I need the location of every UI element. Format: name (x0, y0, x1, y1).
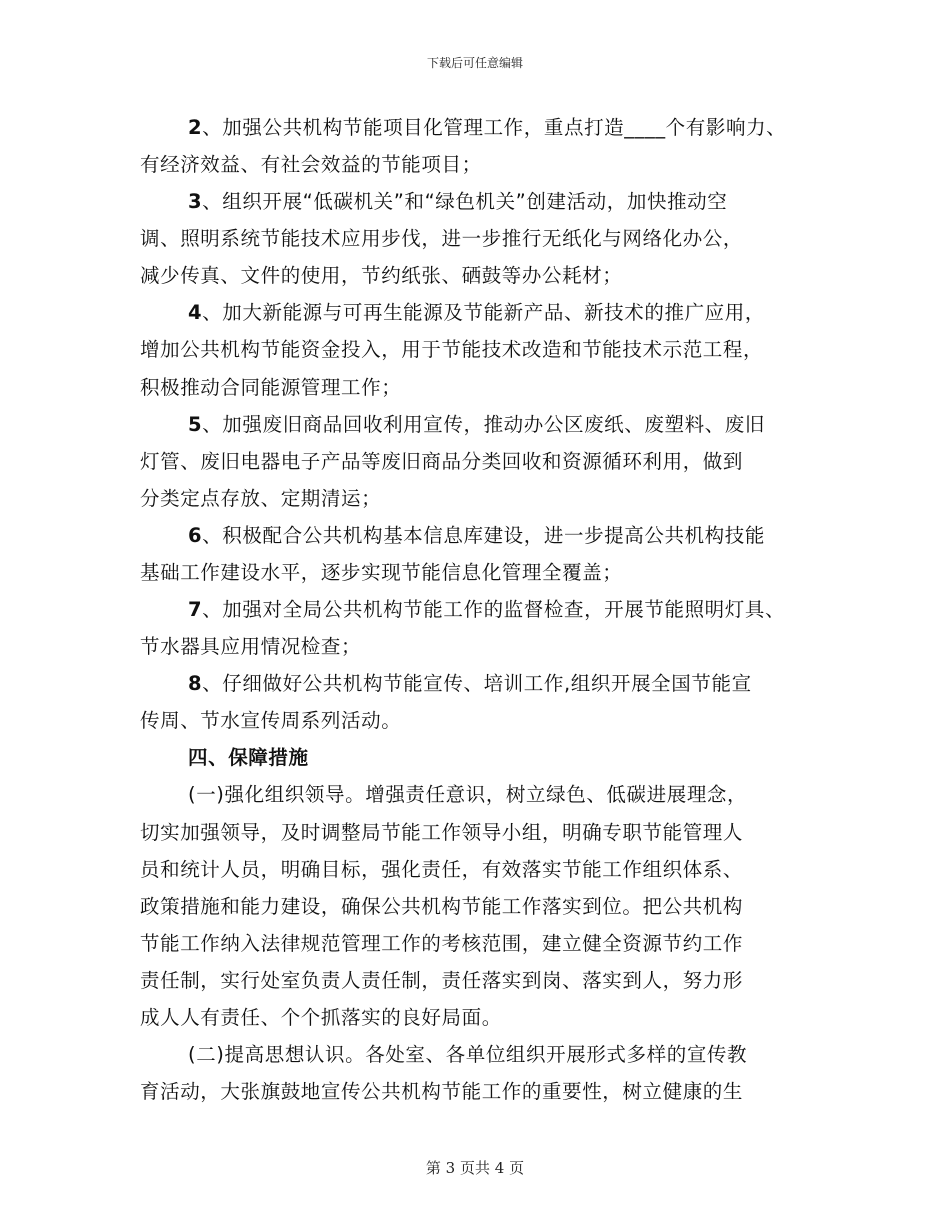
line-text: 政策措施和能力建设，确保公共机构节能工作落实到位。把公共机构 (140, 895, 744, 918)
text-line (140, 485, 840, 513)
line-text: 、加强对全局公共机构节能工作的监督检查，开展节能照明灯具、 (202, 598, 786, 621)
page-footer: 第 3 页共 4 页 (425, 1159, 525, 1177)
text-line (188, 670, 848, 698)
text-line (188, 411, 848, 439)
text-line (140, 633, 840, 661)
text-line (188, 781, 848, 809)
item-number: 2 (188, 116, 203, 139)
text-line (140, 930, 840, 958)
line-text: 、加强公共机构节能项目化管理工作，重点打造____个有影响力、 (202, 116, 787, 139)
line-text: 灯管、废旧电器电子产品等废旧商品分类回收和资源循环利用，做到 (140, 450, 744, 473)
line-text: 调、照明系统节能技术应用步伐，进一步推行无纸化与网络化办公， (140, 227, 744, 250)
line-text: 切实加强领导，及时调整局节能工作领导小组，明确专职节能管理人 (140, 821, 744, 844)
line-text: 节能工作纳入法律规范管理工作的考核范围，建立健全资源节约工作 (140, 932, 744, 955)
page-header: 下载后可任意编辑 (426, 56, 523, 70)
text-line (140, 448, 840, 476)
line-text: 、组织开展“低碳机关”和“绿色机关”创建活动，加快推动空 (202, 190, 728, 213)
line-text: (二)提高思想认识。各处室、各单位组织开展形式多样的宣传教 (188, 1043, 748, 1066)
line-text: 积极推动合同能源管理工作； (140, 376, 402, 399)
item-number: 3 (188, 190, 203, 213)
text-line (140, 336, 840, 364)
section-heading (188, 744, 848, 772)
line-text: 成人人有责任、个个抓落实的良好局面。 (140, 1006, 502, 1029)
line-text: 育活动，大张旗鼓地宣传公共机构节能工作的重要性，树立健康的生 (140, 1080, 744, 1103)
line-text: 、加大新能源与可再生能源及节能新产品、新技术的推广应用， (202, 301, 765, 324)
line-text: 节水器具应用情况检查； (140, 635, 362, 658)
text-line (188, 188, 848, 216)
line-text: 责任制，实行处室负责人责任制，责任落实到岗、落实到人，努力形 (140, 969, 744, 992)
text-line (140, 707, 840, 735)
line-text: 增加公共机构节能资金投入，用于节能技术改造和节能技术示范工程， (140, 338, 764, 361)
text-line (140, 262, 840, 290)
line-text: 分类定点存放、定期清运； (140, 487, 382, 510)
text-line (140, 893, 840, 921)
text-line (188, 596, 848, 624)
item-number: 8 (188, 672, 203, 695)
line-text: (一)强化组织领导。增强责任意识，树立绿色、低碳进展理念， (188, 783, 748, 806)
text-line (188, 522, 848, 550)
line-text: 传周、节水宣传周系列活动。 (140, 709, 402, 732)
text-line (188, 1041, 848, 1069)
line-text: 、积极配合公共机构基本信息库建设，进一步提高公共机构技能 (202, 524, 765, 547)
text-line (140, 151, 840, 179)
line-text: 有经济效益、有社会效益的节能项目； (140, 153, 482, 176)
item-number: 6 (188, 524, 203, 547)
line-text: 基础工作建设水平，逐步实现节能信息化管理全覆盖； (140, 561, 623, 584)
text-line (140, 559, 840, 587)
text-line (140, 225, 840, 253)
text-line (188, 299, 848, 327)
item-number: 5 (188, 413, 203, 436)
text-line (140, 374, 840, 402)
line-text: 减少传真、文件的使用，节约纸张、硒鼓等办公耗材； (140, 264, 623, 287)
line-text: 、加强废旧商品回收利用宣传，推动办公区废纸、废塑料、废旧 (202, 413, 765, 436)
text-line (140, 967, 840, 995)
item-number: 7 (188, 598, 203, 621)
text-line (140, 819, 840, 847)
item-number: 4 (188, 301, 203, 324)
line-text: 四、保障措施 (188, 746, 309, 769)
text-line (140, 856, 840, 884)
text-line (140, 1078, 840, 1106)
line-text: 员和统计人员，明确目标，强化责任，有效落实节能工作组织体系、 (140, 858, 744, 881)
text-line (140, 1004, 840, 1032)
text-line (188, 114, 848, 142)
line-text: 、仔细做好公共机构节能宣传、培训工作,组织开展全国节能宣 (202, 672, 752, 695)
